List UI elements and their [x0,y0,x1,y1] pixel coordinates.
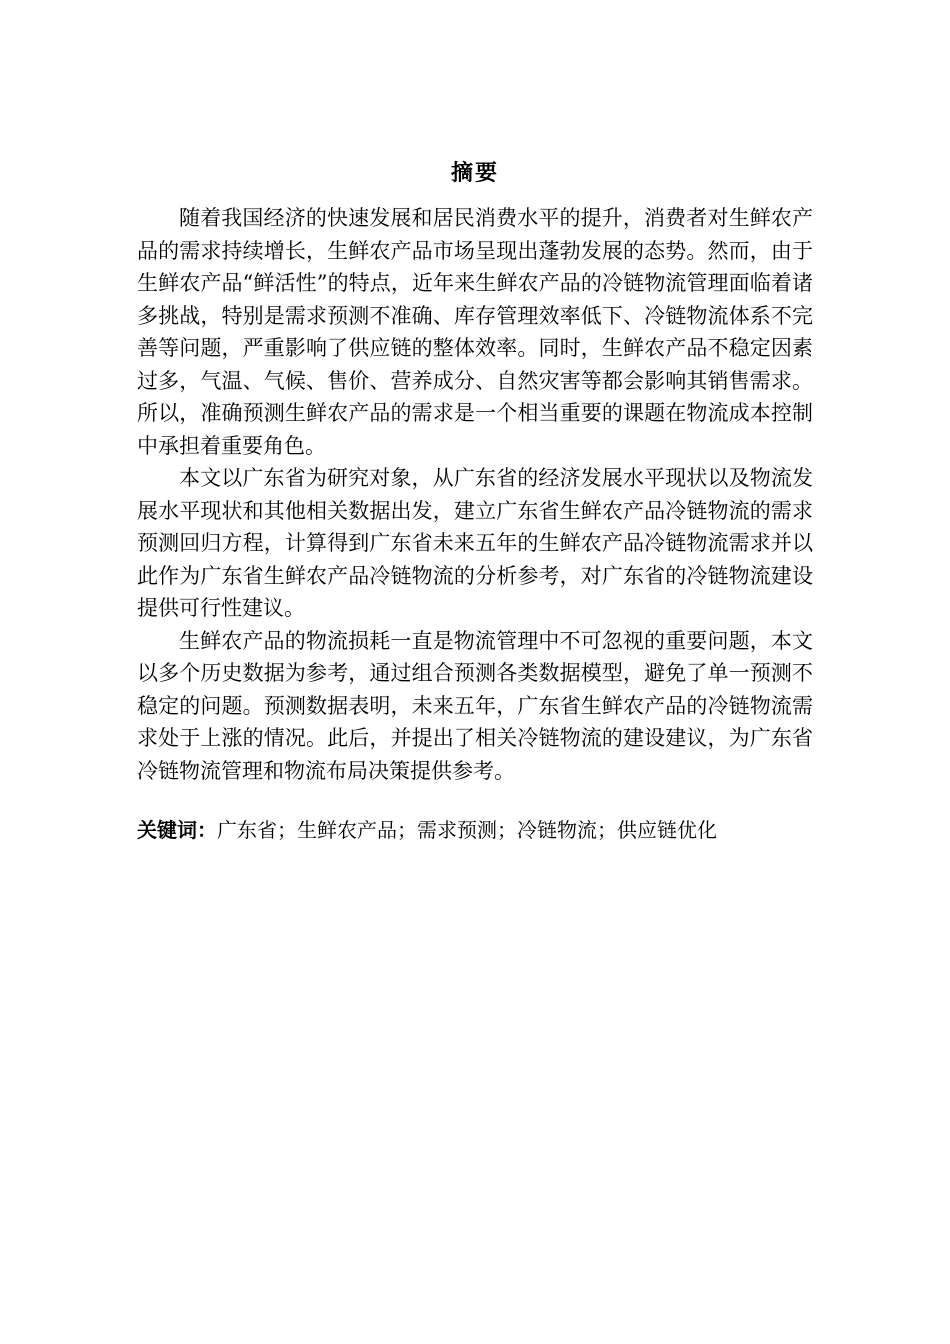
abstract-paragraph-2: 本文以广东省为研究对象，从广东省的经济发展水平现状以及物流发展水平现状和其他相关数据出发，建立广东省生鲜农产品冷链物流的需求预测回归方程，计算得到广东省未来五年的生鲜农产品冷链物流需求并以此作为广东省生鲜农产品冷链物流的分析参考，对广东省的冷链物流建设提供可行性建议。 [137,466,813,620]
abstract-paragraph-1: 随着我国经济的快速发展和居民消费水平的提升，消费者对生鲜农产品的需求持续增长，生鲜农产品市场呈现出蓬勃发展的态势。然而，由于生鲜农产品“鲜活性”的特点，近年来生鲜农产品的冷链物流管理面临着诸多挑战，特别是需求预测不准确、库存管理效率低下、冷链物流体系不完善等问题，严重影响了供应链的整体效率。同时，生鲜农产品不稳定因素过多，气温、气候、售价、营养成分、自然灾害等都会影响其销售需求。所以，准确预测生鲜农产品的需求是一个相当重要的课题在物流成本控制中承担着重要角色。 [137,206,813,458]
abstract-body [137,202,813,787]
abstract-title: 摘要 [450,161,499,186]
abstract-paragraph-3: 生鲜农产品的物流损耗一直是物流管理中不可忽视的重要问题，本文以多个历史数据为参考，通过组合预测各类数据模型，避免了单一预测不稳定的问题。预测数据表明，未来五年，广东省生鲜农产品的冷链物流需求处于上涨的情况。此后，并提出了相关冷链物流的建设建议，为广东省冷链物流管理和物流布局决策提供参考。 [137,628,813,783]
keywords-label: 关键词： [137,818,217,842]
keywords-list: 广东省；生鲜农产品；需求预测；冷链物流；供应链优化 [217,818,717,842]
keywords-line [137,814,813,846]
